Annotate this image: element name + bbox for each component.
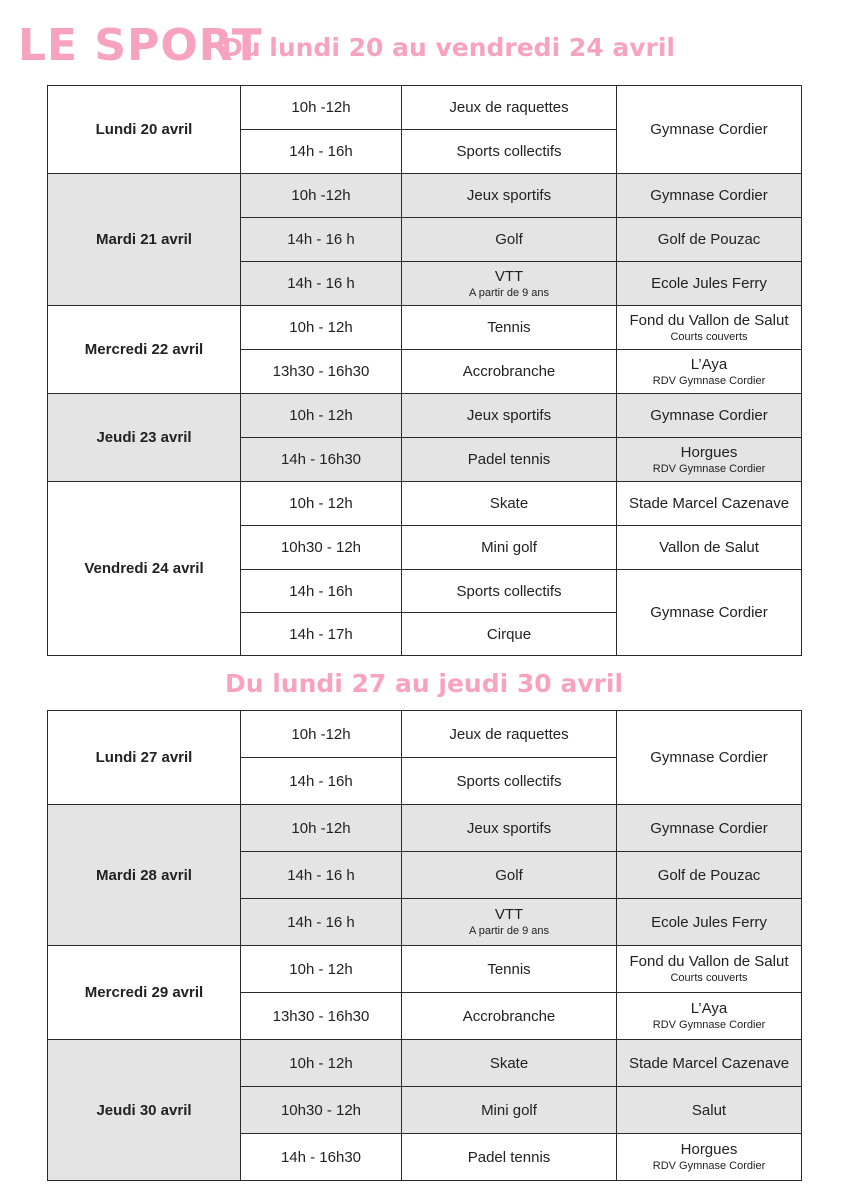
- week1-heading: Du lundi 20 au vendredi 24 avril: [222, 33, 675, 62]
- time-cell: 14h - 16 h: [241, 218, 402, 262]
- time-cell: 14h - 16 h: [241, 852, 402, 899]
- activity-cell: Accrobranche: [402, 993, 617, 1040]
- activity-cell: Tennis: [402, 306, 617, 350]
- time-cell: 14h - 16h: [241, 130, 402, 174]
- location-cell: [617, 438, 802, 482]
- activity-cell: Sports collectifs: [402, 570, 617, 613]
- activity-note: A partir de 9 ans: [468, 925, 550, 937]
- location-note: RDV Gymnase Cordier: [652, 1019, 766, 1031]
- day-cell: Mardi 21 avril: [48, 174, 241, 306]
- activity-note: A partir de 9 ans: [468, 286, 550, 299]
- time-cell: 14h - 16h30: [241, 438, 402, 482]
- time-cell: 10h - 12h: [241, 1040, 402, 1087]
- day-cell: Mardi 28 avril: [48, 805, 241, 946]
- time-cell: 10h -12h: [241, 711, 402, 758]
- table-row: [48, 394, 802, 438]
- day-cell: Vendredi 24 avril: [48, 482, 241, 656]
- time-cell: 10h - 12h: [241, 306, 402, 350]
- location-cell: [617, 350, 802, 394]
- location-cell: [617, 306, 802, 350]
- activity-cell: [402, 262, 617, 306]
- activity-cell: Cirque: [402, 613, 617, 656]
- time-cell: 10h30 - 12h: [241, 1087, 402, 1134]
- activity-cell: Jeux sportifs: [402, 394, 617, 438]
- activity-cell: Padel tennis: [402, 438, 617, 482]
- table-row: [48, 946, 802, 993]
- location-cell: Stade Marcel Cazenave: [617, 482, 802, 526]
- time-cell: 10h - 12h: [241, 394, 402, 438]
- location-note: RDV Gymnase Cordier: [652, 374, 766, 387]
- table-row: [48, 805, 802, 852]
- time-cell: 14h - 16 h: [241, 262, 402, 306]
- activity-cell: Skate: [402, 482, 617, 526]
- table-row: [48, 482, 802, 526]
- day-cell: Lundi 27 avril: [48, 711, 241, 805]
- page-title: LE SPORT: [18, 20, 263, 71]
- location-label: L’Aya: [690, 1000, 728, 1017]
- time-cell: 13h30 - 16h30: [241, 993, 402, 1040]
- location-cell: Gymnase Cordier: [617, 711, 802, 805]
- activity-cell: Skate: [402, 1040, 617, 1087]
- week2-schedule-table: [47, 710, 802, 1181]
- location-note: RDV Gymnase Cordier: [652, 462, 766, 475]
- location-label: Horgues: [680, 1141, 738, 1158]
- table-row: [48, 86, 802, 130]
- time-cell: 14h - 16h: [241, 570, 402, 613]
- location-cell: Stade Marcel Cazenave: [617, 1040, 802, 1087]
- week1-schedule-table: [47, 85, 802, 656]
- day-cell: Jeudi 30 avril: [48, 1040, 241, 1181]
- activity-cell: Tennis: [402, 946, 617, 993]
- activity-cell: Mini golf: [402, 526, 617, 570]
- activity-cell: Golf: [402, 218, 617, 262]
- activity-label: VTT: [494, 906, 524, 923]
- day-cell: Jeudi 23 avril: [48, 394, 241, 482]
- location-cell: [617, 946, 802, 993]
- location-cell: Gymnase Cordier: [617, 394, 802, 438]
- location-cell: Gymnase Cordier: [617, 86, 802, 174]
- activity-cell: Padel tennis: [402, 1134, 617, 1181]
- location-label: Fond du Vallon de Salut: [629, 311, 789, 329]
- time-cell: 10h - 12h: [241, 946, 402, 993]
- time-cell: 14h - 17h: [241, 613, 402, 656]
- table-row: [48, 174, 802, 218]
- activity-cell: Jeux de raquettes: [402, 711, 617, 758]
- activity-cell: Sports collectifs: [402, 130, 617, 174]
- activity-label: VTT: [494, 267, 524, 285]
- location-cell: Ecole Jules Ferry: [617, 262, 802, 306]
- location-cell: [617, 1134, 802, 1181]
- activity-cell: [402, 899, 617, 946]
- time-cell: 10h -12h: [241, 805, 402, 852]
- activity-cell: Jeux de raquettes: [402, 86, 617, 130]
- activity-cell: Jeux sportifs: [402, 174, 617, 218]
- location-note: Courts couverts: [670, 972, 748, 984]
- time-cell: 14h - 16 h: [241, 899, 402, 946]
- table-row: [48, 1040, 802, 1087]
- day-cell: Mercredi 29 avril: [48, 946, 241, 1040]
- location-cell: Salut: [617, 1087, 802, 1134]
- location-cell: Golf de Pouzac: [617, 218, 802, 262]
- activity-cell: Mini golf: [402, 1087, 617, 1134]
- table-row: [48, 306, 802, 350]
- activity-cell: Accrobranche: [402, 350, 617, 394]
- location-note: Courts couverts: [670, 330, 748, 343]
- day-cell: Lundi 20 avril: [48, 86, 241, 174]
- day-cell: Mercredi 22 avril: [48, 306, 241, 394]
- activity-cell: Sports collectifs: [402, 758, 617, 805]
- time-cell: 13h30 - 16h30: [241, 350, 402, 394]
- location-note: RDV Gymnase Cordier: [652, 1160, 766, 1172]
- time-cell: 10h -12h: [241, 86, 402, 130]
- time-cell: 10h -12h: [241, 174, 402, 218]
- location-cell: Gymnase Cordier: [617, 174, 802, 218]
- location-cell: [617, 993, 802, 1040]
- location-cell: Ecole Jules Ferry: [617, 899, 802, 946]
- location-label: Horgues: [680, 443, 738, 461]
- location-label: L’Aya: [690, 355, 728, 373]
- location-cell: Gymnase Cordier: [617, 570, 802, 656]
- activity-cell: Jeux sportifs: [402, 805, 617, 852]
- time-cell: 10h - 12h: [241, 482, 402, 526]
- table-row: [48, 711, 802, 758]
- location-cell: Golf de Pouzac: [617, 852, 802, 899]
- time-cell: 14h - 16h30: [241, 1134, 402, 1181]
- location-cell: Vallon de Salut: [617, 526, 802, 570]
- location-label: Fond du Vallon de Salut: [629, 953, 789, 970]
- time-cell: 10h30 - 12h: [241, 526, 402, 570]
- activity-cell: Golf: [402, 852, 617, 899]
- week2-heading: Du lundi 27 au jeudi 30 avril: [224, 669, 624, 698]
- location-cell: Gymnase Cordier: [617, 805, 802, 852]
- time-cell: 14h - 16h: [241, 758, 402, 805]
